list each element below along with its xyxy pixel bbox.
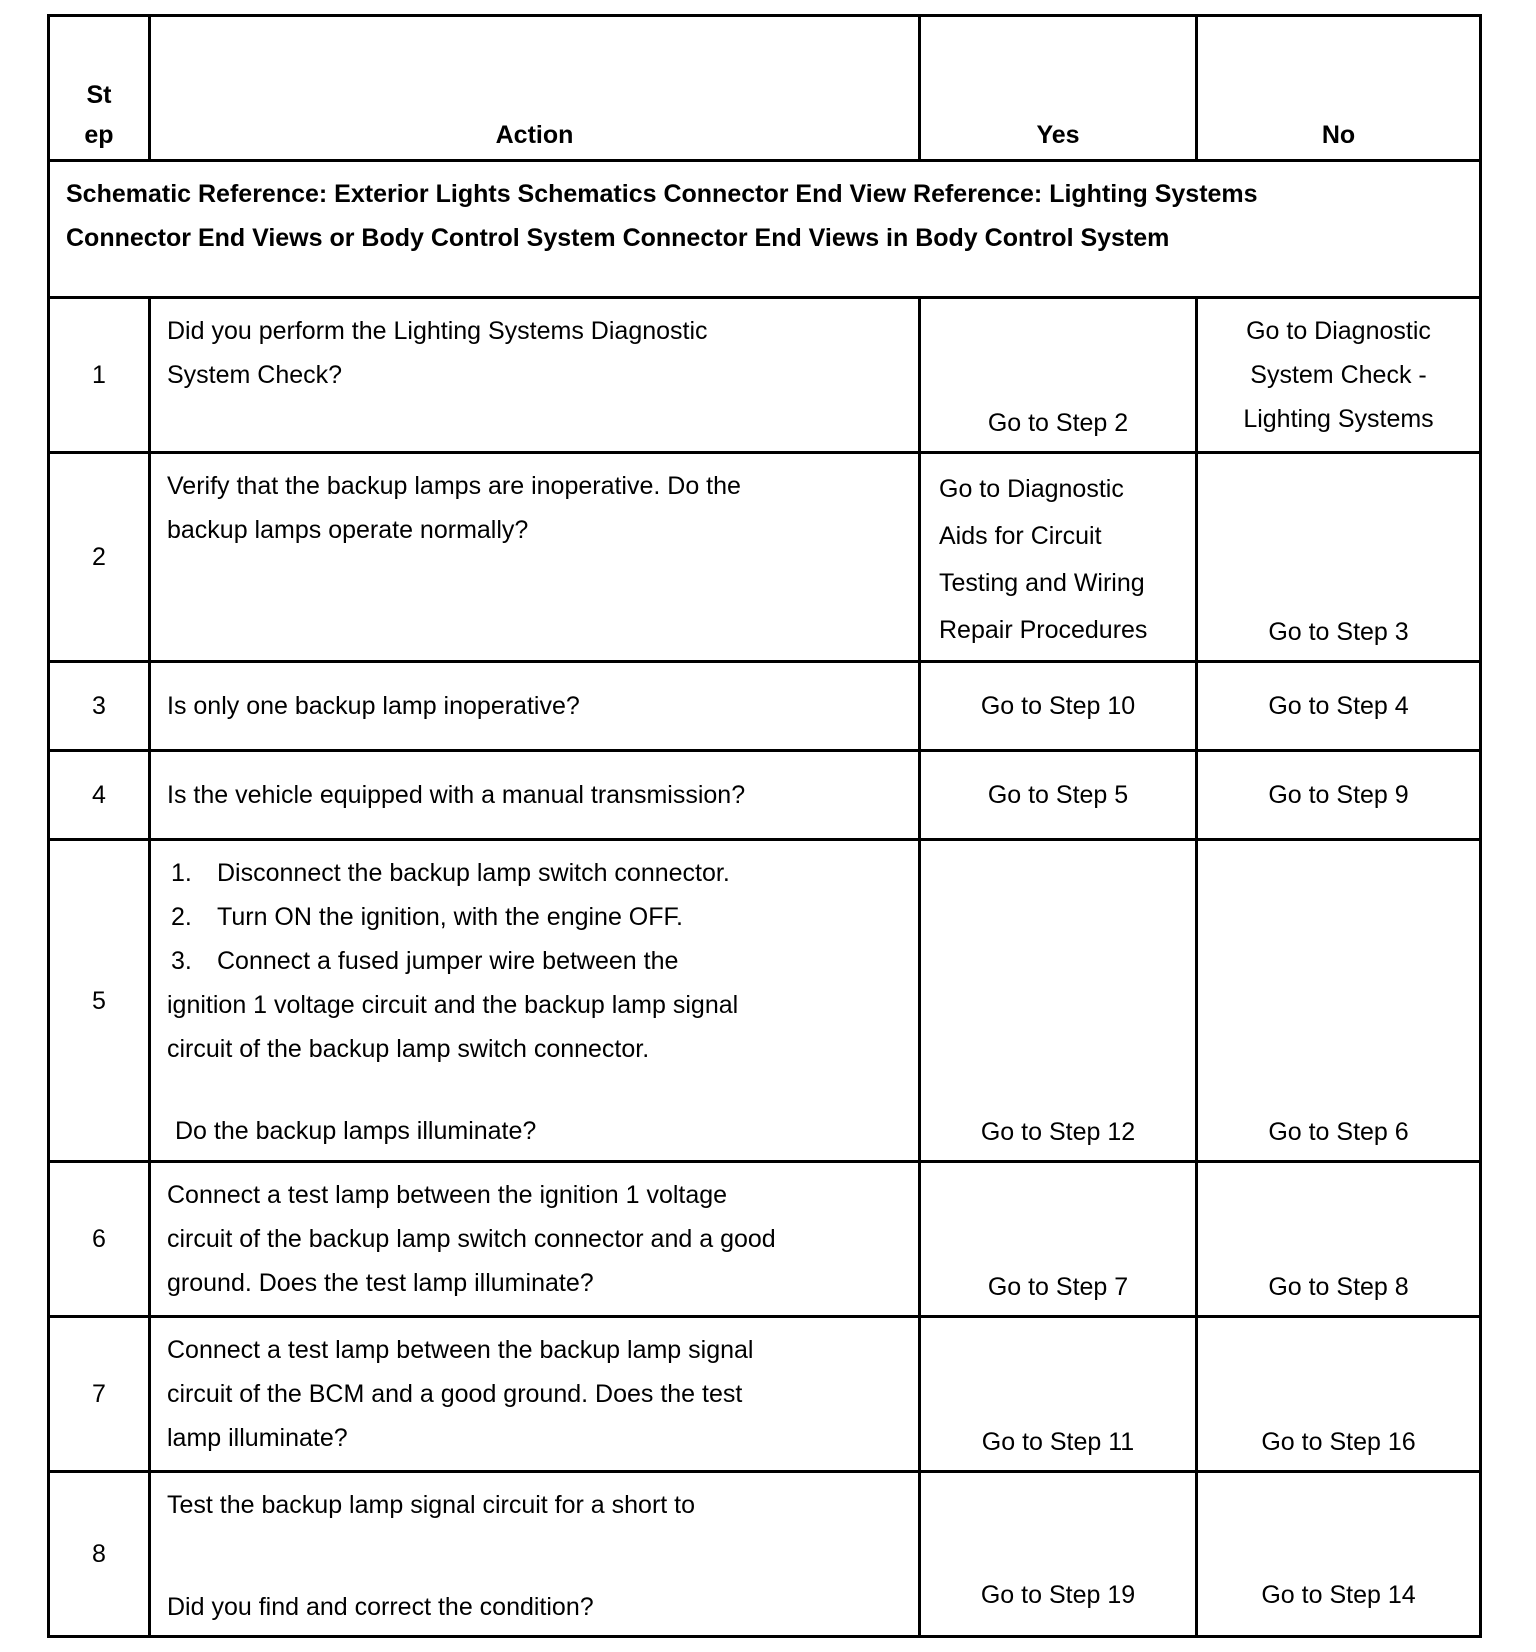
action-line: System Check? — [167, 361, 343, 389]
step-header-line2: ep — [84, 121, 114, 149]
no-cell — [1197, 453, 1481, 662]
table-row-step-2 — [49, 453, 1481, 662]
table-row-step-3 — [49, 662, 1481, 751]
yes-link: Go to Step 19 — [980, 1581, 1136, 1609]
header-row — [49, 16, 1481, 161]
list-number: 1. — [171, 859, 192, 887]
action-list-item — [167, 895, 908, 939]
action-cell — [150, 662, 920, 751]
list-text: Disconnect the backup lamp switch connector. — [217, 859, 730, 887]
no-link: Go to Step 16 — [1261, 1428, 1416, 1456]
yes-cell — [920, 1472, 1197, 1637]
list-number: 2. — [171, 903, 192, 931]
action-cell — [150, 1317, 920, 1472]
action-header: Action — [150, 16, 920, 161]
action-line: lamp illuminate? — [167, 1424, 348, 1452]
yes-header: Yes — [920, 16, 1197, 161]
yes-link-line: Repair Procedures — [939, 616, 1148, 644]
yes-link: Go to Step 5 — [987, 781, 1129, 809]
table-row-step-5 — [49, 840, 1481, 1162]
action-line: Connect a test lamp between the ignition 1 voltage — [167, 1181, 728, 1209]
table-row-step-6 — [49, 1162, 1481, 1317]
list-text: Turn ON the ignition, with the engine OFF. — [217, 903, 683, 931]
action-line: circuit of the backup lamp switch connector. — [167, 1035, 650, 1063]
action-question: Did you find and correct the condition? — [167, 1593, 594, 1621]
yes-cell — [920, 453, 1197, 662]
no-link: Go to Step 9 — [1268, 781, 1409, 809]
action-list-item — [167, 939, 908, 983]
no-link-line: Lighting Systems — [1243, 405, 1434, 433]
action-line: circuit of the BCM and a good ground. Does the test — [167, 1380, 743, 1408]
yes-link-line: Testing and Wiring — [939, 569, 1145, 597]
action-cell — [150, 298, 920, 453]
no-cell — [1197, 1317, 1481, 1472]
yes-link: Go to Step 7 — [987, 1273, 1129, 1301]
step-number: 6 — [49, 1162, 150, 1317]
no-link: Go to Step 6 — [1268, 1118, 1409, 1146]
no-link-line: System Check - — [1250, 361, 1427, 389]
yes-link: Go to Step 10 — [980, 692, 1136, 720]
step-number: 3 — [49, 662, 150, 751]
step-number: 8 — [49, 1472, 150, 1637]
diagnostic-table — [47, 14, 1482, 1638]
no-link: Go to Step 4 — [1268, 692, 1409, 720]
yes-cell — [920, 1317, 1197, 1472]
yes-cell — [920, 298, 1197, 453]
yes-link: Go to Step 12 — [980, 1118, 1136, 1146]
schematic-reference — [49, 161, 1481, 298]
step-header — [49, 16, 150, 161]
action-line: backup lamps operate normally? — [167, 516, 529, 544]
table-row-step-1 — [49, 298, 1481, 453]
yes-link-line: Aids for Circuit — [939, 522, 1102, 550]
action-cell — [150, 453, 920, 662]
no-link: Go to Step 3 — [1268, 618, 1409, 646]
table-row-step-4 — [49, 751, 1481, 840]
list-text: Connect a fused jumper wire between the — [217, 947, 679, 975]
action-line: Is only one backup lamp inoperative? — [167, 692, 580, 720]
action-cell — [150, 1472, 920, 1637]
reference-line-1: Schematic Reference: Exterior Lights Schematics Connector End View Reference: Lighting Systems — [66, 180, 1258, 208]
yes-cell — [920, 751, 1197, 840]
action-line: Is the vehicle equipped with a manual transmission? — [167, 781, 746, 809]
step-number: 7 — [49, 1317, 150, 1472]
action-line: Did you perform the Lighting Systems Diagnostic — [167, 317, 708, 345]
yes-link: Go to Step 11 — [981, 1428, 1135, 1456]
step-number: 5 — [49, 840, 150, 1162]
no-link: Go to Step 8 — [1268, 1273, 1409, 1301]
yes-cell — [920, 1162, 1197, 1317]
no-cell — [1197, 1472, 1481, 1637]
spacer — [167, 1071, 908, 1109]
spacer — [167, 1527, 908, 1585]
step-number: 1 — [49, 298, 150, 453]
no-link: Go to Step 14 — [1261, 1581, 1416, 1609]
reference-line-2: Connector End Views or Body Control System Connector End Views in Body Control System — [66, 224, 1170, 252]
action-line: circuit of the backup lamp switch connector and a good — [167, 1225, 776, 1253]
step-header-line1: St — [86, 81, 112, 109]
action-line: ignition 1 voltage circuit and the backup lamp signal — [167, 991, 739, 1019]
action-question: Do the backup lamps illuminate? — [175, 1117, 537, 1145]
table-row-step-7 — [49, 1317, 1481, 1472]
action-line: Verify that the backup lamps are inoperative. Do the — [167, 472, 741, 500]
no-cell — [1197, 840, 1481, 1162]
no-cell — [1197, 751, 1481, 840]
list-number: 3. — [171, 947, 192, 975]
step-number: 2 — [49, 453, 150, 662]
yes-link: Go to Step 2 — [987, 409, 1129, 437]
no-cell — [1197, 1162, 1481, 1317]
yes-link-line: Go to Diagnostic — [939, 475, 1124, 503]
action-list-item — [167, 851, 908, 895]
no-cell — [1197, 298, 1481, 453]
action-cell — [150, 1162, 920, 1317]
no-link-line: Go to Diagnostic — [1246, 317, 1431, 345]
action-line: Test the backup lamp signal circuit for a short to — [167, 1491, 696, 1519]
table-row-step-8 — [49, 1472, 1481, 1637]
action-line: ground. Does the test lamp illuminate? — [167, 1269, 594, 1297]
yes-cell — [920, 840, 1197, 1162]
action-line: Connect a test lamp between the backup lamp signal — [167, 1336, 754, 1364]
step-number: 4 — [49, 751, 150, 840]
action-cell — [150, 840, 920, 1162]
action-cell — [150, 751, 920, 840]
no-cell — [1197, 662, 1481, 751]
no-header: No — [1197, 16, 1481, 161]
reference-row — [49, 161, 1481, 298]
yes-cell — [920, 662, 1197, 751]
